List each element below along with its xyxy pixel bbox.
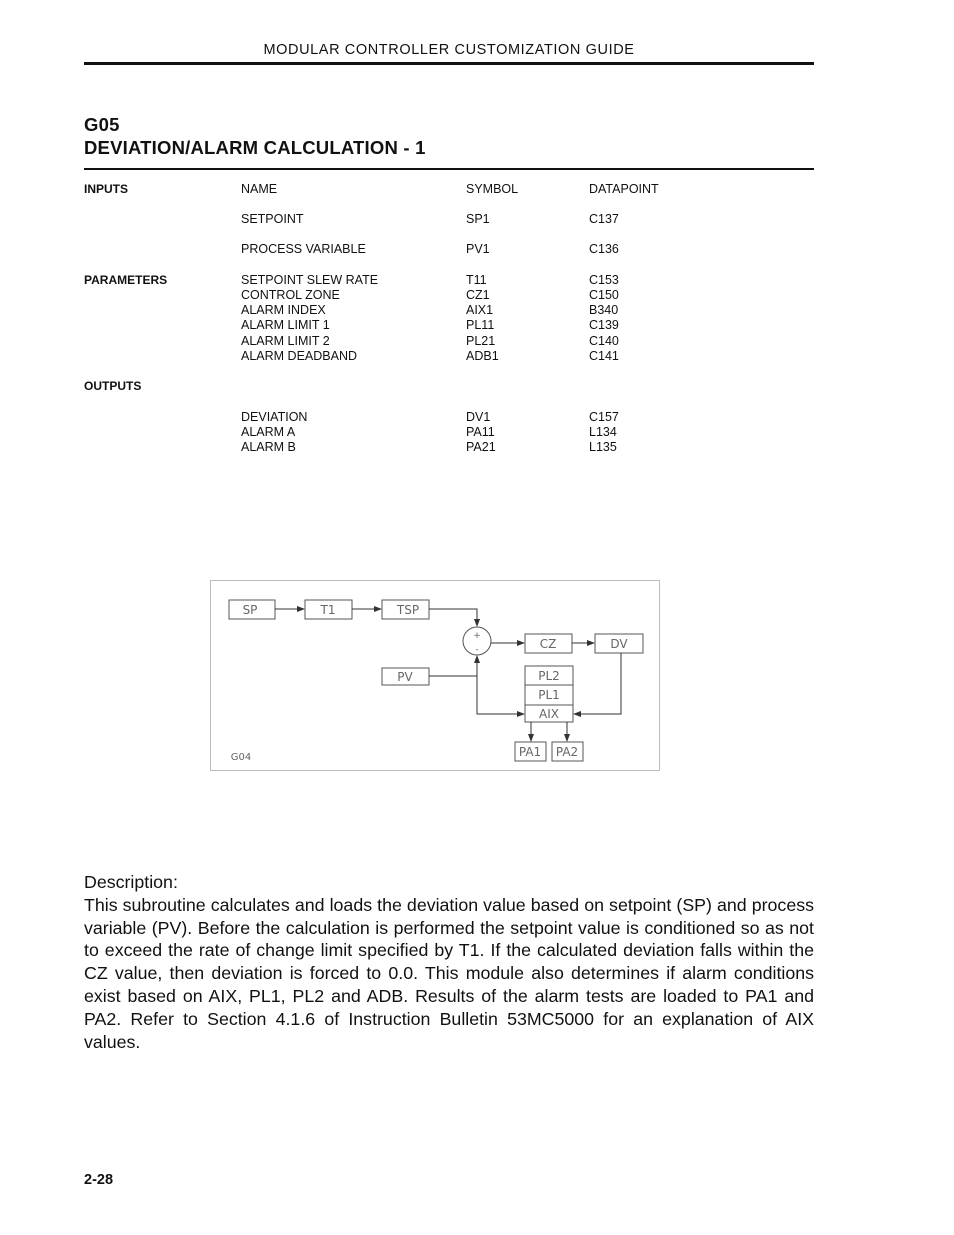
summer-plus-sign: +: [473, 631, 481, 641]
page-number: 2-28: [84, 1172, 114, 1188]
input-name: SETPOINT: [241, 212, 304, 226]
column-header-name: NAME: [241, 182, 278, 196]
description-label: Description:: [84, 872, 178, 892]
cz-label: CZ: [539, 637, 557, 651]
inputs-section-label: INPUTS: [84, 182, 129, 196]
figure-id: G04: [230, 752, 252, 763]
parameter-symbol: ADB1: [466, 349, 499, 363]
parameter-datapoint: B340: [589, 303, 619, 317]
tsp-label: TSP: [396, 603, 420, 617]
summer-minus-sign: -: [475, 645, 479, 655]
output-symbol: PA21: [466, 440, 496, 454]
running-header: MODULAR CONTROLLER CUSTOMIZATION GUIDE: [263, 42, 635, 58]
parameter-name: CONTROL ZONE: [241, 288, 340, 302]
input-symbol: PV1: [466, 242, 490, 256]
arrow-dv-to-aix: [574, 653, 621, 714]
parameter-symbol: PL11: [466, 318, 495, 332]
t1-label: T1: [320, 603, 336, 617]
pa2-label: PA2: [555, 745, 579, 759]
output-name: DEVIATION: [241, 410, 308, 424]
input-datapoint: C136: [589, 242, 619, 256]
header-rule: [84, 62, 814, 65]
parameter-name: ALARM LIMIT 1: [241, 318, 330, 332]
parameters-section-label: PARAMETERS: [84, 273, 168, 287]
output-datapoint: L134: [589, 425, 617, 439]
aix-label: AIX: [539, 707, 559, 721]
title-rule: [84, 168, 814, 170]
block-diagram: [210, 580, 660, 771]
parameter-name: ALARM INDEX: [241, 303, 326, 317]
arrow-to-aix-left: [477, 676, 524, 714]
output-name: ALARM B: [241, 440, 296, 454]
parameter-symbol: T11: [466, 273, 487, 287]
arrow-pv-to-summer: [429, 656, 477, 676]
pv-label: PV: [397, 670, 413, 684]
section-title: [84, 113, 426, 159]
pl2-label: PL2: [538, 669, 560, 683]
section-code: G05: [84, 114, 120, 135]
column-header-symbol: SYMBOL: [466, 182, 519, 196]
section-name: DEVIATION/ALARM CALCULATION - 1: [84, 137, 426, 158]
parameter-name: ALARM DEADBAND: [241, 349, 357, 363]
input-datapoint: C137: [589, 212, 619, 226]
parameter-symbol: AIX1: [466, 303, 494, 317]
dv-label: DV: [610, 637, 628, 651]
pl1-label: PL1: [538, 688, 560, 702]
output-symbol: DV1: [466, 410, 491, 424]
arrow-tsp-to-summer: [429, 609, 477, 626]
parameter-datapoint: C153: [589, 273, 619, 287]
input-symbol: SP1: [466, 212, 490, 226]
description-body: This subroutine calculates and loads the deviation value based on setpoint (SP) and process variable (PV). Before the calculation is performed the setpoint value is conditioned so as not to exceed the rate of change limit specified by T1. If the calculated deviation falls within the CZ value, then deviation is forced to 0.0. This module also determines if alarm conditions exist based on AIX, PL1, PL2 and ADB. Results of the alarm tests are loaded to PA1 and PA2. Refer to Section 4.1.6 of Instruction Bulletin 53MC5000 for an explanation of AIX values.: [84, 894, 814, 1052]
parameter-name: SETPOINT SLEW RATE: [241, 273, 379, 287]
pa1-label: PA1: [518, 745, 542, 759]
description: [84, 871, 814, 1053]
parameter-datapoint: C140: [589, 334, 619, 348]
sp-label: SP: [242, 603, 258, 617]
parameter-datapoint: C150: [589, 288, 619, 302]
parameter-datapoint: C139: [589, 318, 619, 332]
output-datapoint: C157: [589, 410, 619, 424]
input-name: PROCESS VARIABLE: [241, 242, 366, 256]
parameter-symbol: PL21: [466, 334, 496, 348]
parameter-name: ALARM LIMIT 2: [241, 334, 330, 348]
outputs-section-label: OUTPUTS: [84, 379, 142, 393]
output-symbol: PA11: [466, 425, 495, 439]
parameter-symbol: CZ1: [466, 288, 490, 302]
column-header-datapoint: DATAPOINT: [589, 182, 659, 196]
output-datapoint: L135: [589, 440, 617, 454]
parameter-datapoint: C141: [589, 349, 619, 363]
output-name: ALARM A: [241, 425, 296, 439]
